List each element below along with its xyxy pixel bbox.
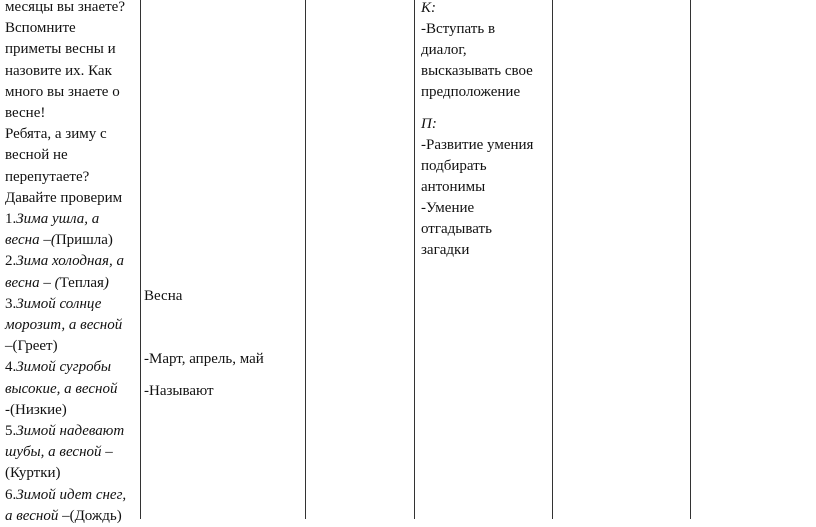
text-line: [5, 400, 140, 421]
text-segment: Вспомните: [5, 20, 76, 37]
text-segment: –(Греет): [5, 338, 58, 355]
text-line: [5, 315, 140, 336]
text-line: [5, 124, 140, 145]
text-segment: Теплая: [59, 274, 104, 291]
outcome-line: предположение: [421, 84, 521, 100]
text-line: [5, 273, 140, 294]
text-segment: весне!: [5, 105, 46, 122]
text-segment: морозит, а весной: [5, 317, 123, 334]
text-line: [5, 18, 140, 39]
text-line: [5, 61, 140, 82]
text-segment: 3.: [5, 295, 17, 312]
text-line: [5, 485, 140, 506]
text-segment: 2.: [5, 253, 17, 270]
outcome-line: антонимы: [421, 179, 486, 195]
text-segment: приметы весны и: [5, 41, 116, 58]
text-segment: Ребята, а зиму с: [5, 126, 107, 143]
outcome-line: диалог,: [421, 42, 467, 58]
text-segment: Зима ушла, а: [16, 211, 100, 228]
text-line: [5, 230, 140, 251]
text-segment: Зимой сугробы: [16, 359, 112, 376]
text-line: [5, 145, 140, 166]
text-line: [5, 0, 140, 18]
outcome-line: загадки: [421, 242, 470, 258]
text-line: [5, 82, 140, 103]
text-segment: весна –(: [5, 232, 56, 249]
text-line: [5, 379, 140, 400]
communicative-skills: [421, 19, 533, 103]
text-segment: 4.: [5, 359, 17, 376]
text-line: [5, 294, 140, 315]
outcome-line: отгадывать: [421, 221, 492, 237]
text-segment: Зимой солнце: [16, 295, 102, 312]
text-segment: (Куртки): [5, 465, 61, 482]
text-segment: Зимой надевают: [16, 423, 125, 440]
text-segment: 1.: [5, 211, 17, 228]
text-segment: перепутаете?: [5, 168, 90, 185]
outcome-line: -Развитие умения: [421, 137, 534, 153]
text-segment: месяцы вы знаете?: [5, 0, 125, 15]
cognitive-heading: П:: [421, 116, 437, 132]
text-segment: ): [103, 274, 109, 291]
text-segment: Давайте проверим: [5, 189, 123, 206]
column-divider: [140, 0, 141, 519]
column-divider: [552, 0, 553, 519]
text-segment: -(Низкие): [5, 401, 67, 418]
text-segment: 6.: [5, 486, 17, 503]
teacher-activity-cell: [5, 0, 140, 527]
communicative-heading: К:: [421, 0, 436, 16]
text-line: [5, 336, 140, 357]
text-line: [5, 39, 140, 60]
answer-spring: Весна: [144, 288, 183, 304]
text-line: [5, 167, 140, 188]
cognitive-skills: [421, 135, 533, 261]
text-segment: Пришла): [55, 232, 113, 249]
answer-naming: -Называют: [144, 383, 214, 399]
outcome-line: -Умение: [421, 200, 475, 216]
outcome-line: высказывать свое: [421, 63, 533, 79]
text-segment: много вы знаете о: [5, 83, 120, 100]
text-segment: назовите их. Как: [5, 62, 112, 79]
text-segment: Зима холодная, а: [16, 253, 124, 270]
text-line: [5, 506, 140, 527]
text-line: [5, 357, 140, 378]
text-line: [5, 209, 140, 230]
text-line: [5, 421, 140, 442]
text-segment: Зимой идет снег,: [16, 486, 127, 503]
text-segment: высокие, а весной: [5, 380, 118, 397]
text-segment: а весной –: [5, 507, 70, 524]
text-line: [5, 103, 140, 124]
column-divider: [305, 0, 306, 519]
text-segment: (Дождь): [69, 507, 122, 524]
column-divider: [414, 0, 415, 519]
outcome-line: -Вступать в: [421, 21, 496, 37]
text-segment: 5.: [5, 423, 17, 440]
text-segment: весна – (: [5, 274, 60, 291]
column-divider: [690, 0, 691, 519]
text-line: [5, 251, 140, 272]
outcome-line: подбирать: [421, 158, 487, 174]
text-segment: весной не: [5, 147, 68, 164]
text-line: [5, 463, 140, 484]
text-line: [5, 188, 140, 209]
answer-months: -Март, апрель, май: [144, 351, 264, 367]
text-line: [5, 442, 140, 463]
text-segment: шубы, а весной –: [5, 444, 113, 461]
